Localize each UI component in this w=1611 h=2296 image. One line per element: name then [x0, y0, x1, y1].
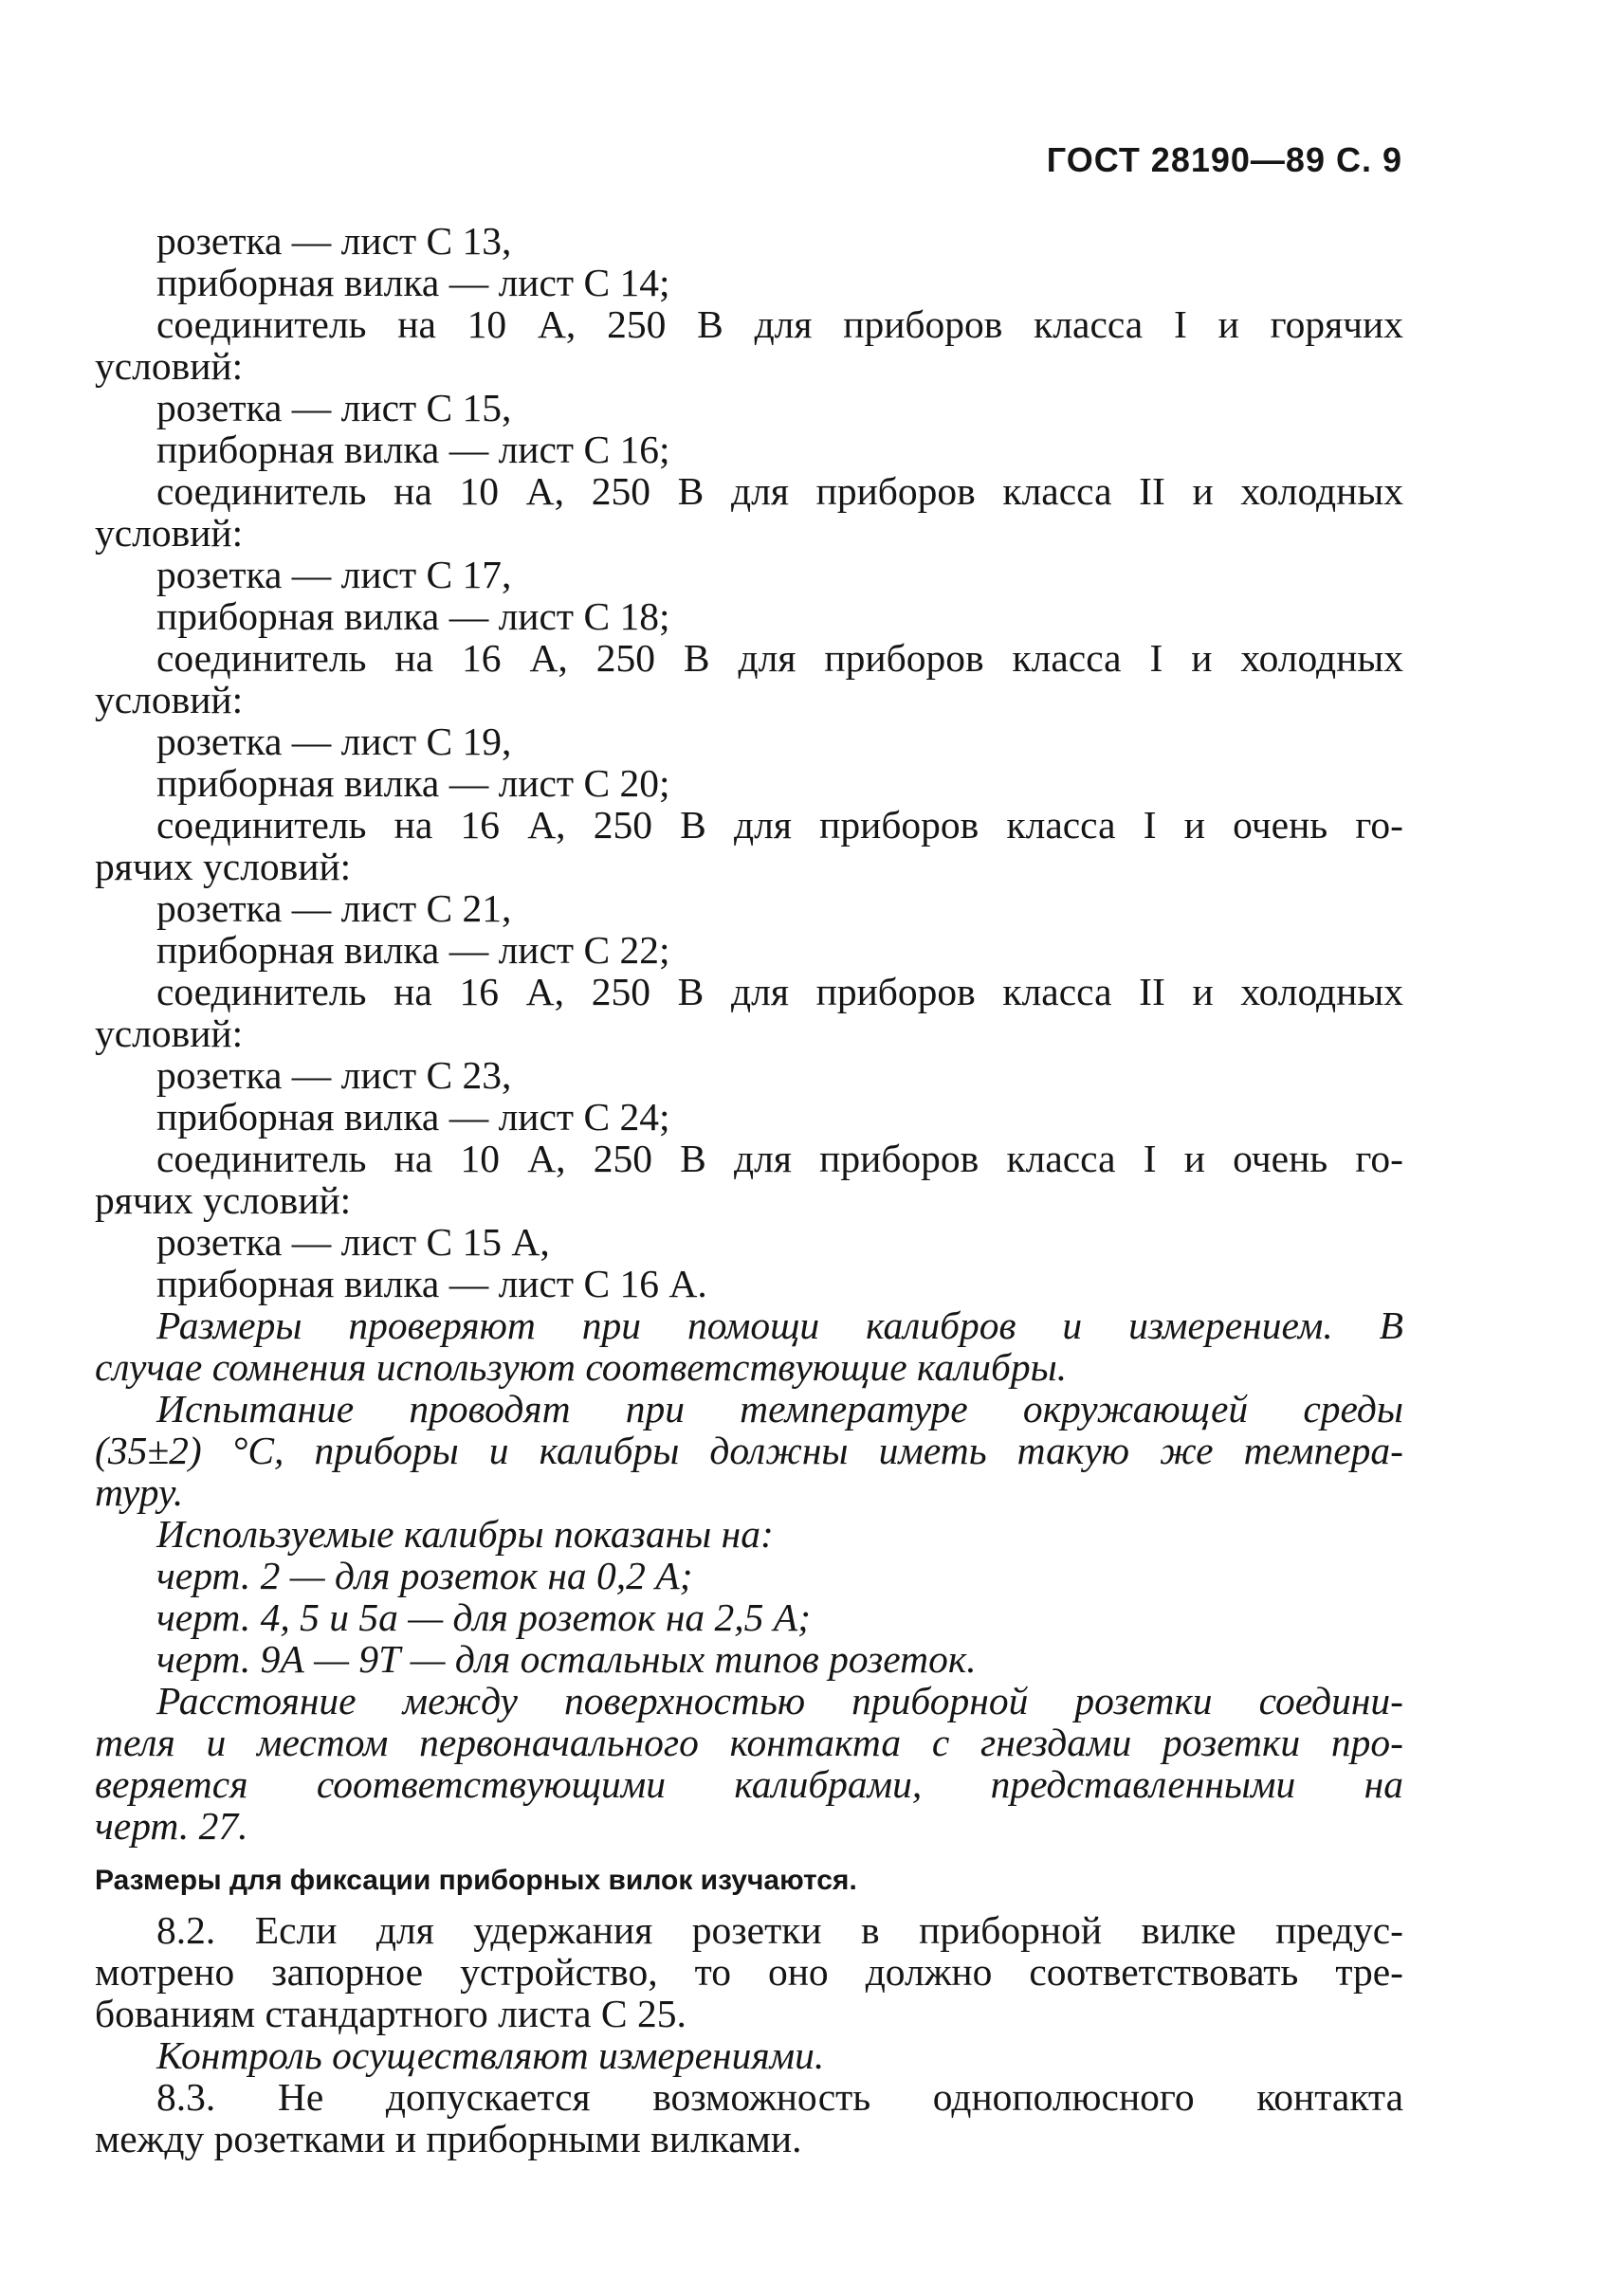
text-line: условий:	[95, 344, 244, 388]
text-line: туру.	[95, 1470, 184, 1514]
text-line: соединитель на 10 А, 250 В для приборов класса I и очень го-	[156, 1137, 1403, 1180]
text-line: условий:	[95, 511, 244, 555]
page-header: ГОСТ 28190—89 С. 9	[1046, 140, 1402, 179]
text-line: мотрено запорное устройство, то оно должно соответствовать тре-	[95, 1950, 1403, 1994]
text-line: Размеры проверяют при помощи калибров и измерением. В	[156, 1303, 1403, 1347]
text-line: розетка — лист С 13,	[156, 219, 512, 263]
note-line: Размеры для фиксации приборных вилок изучаются.	[95, 1865, 857, 1896]
text-line: соединитель на 16 А, 250 В для приборов класса I и очень го-	[156, 803, 1403, 847]
text-line: 8.2. Если для удержания розетки в приборной вилке предус-	[156, 1908, 1403, 1952]
text-line: приборная вилка — лист С 24;	[156, 1095, 670, 1139]
text-line: теля и местом первоначального контакта с гнездами розетки про-	[95, 1721, 1403, 1764]
text-line: условий:	[95, 1011, 244, 1055]
text-line: рячих условий:	[95, 1178, 352, 1222]
text-line: Расстояние между поверхностью приборной розетки соедини-	[156, 1679, 1403, 1722]
text-line: соединитель на 16 А, 250 В для приборов класса II и холодных	[156, 970, 1403, 1013]
text-line: приборная вилка — лист С 18;	[156, 594, 670, 638]
text-line: соединитель на 16 А, 250 В для приборов класса I и холодных	[156, 636, 1403, 680]
text-line: приборная вилка — лист С 16 А.	[156, 1262, 707, 1305]
text-line: приборная вилка — лист С 16;	[156, 428, 670, 471]
text-line: приборная вилка — лист С 14;	[156, 261, 670, 304]
text-line: розетка — лист С 15 А,	[156, 1220, 550, 1264]
text-line: черт. 4, 5 и 5а — для розеток на 2,5 А;	[156, 1595, 811, 1639]
text-line: приборная вилка — лист С 22;	[156, 928, 670, 972]
text-line: приборная вилка — лист С 20;	[156, 761, 670, 805]
text-line: розетка — лист С 23,	[156, 1053, 512, 1097]
text-line: розетка — лист С 17,	[156, 553, 512, 596]
text-line: розетка — лист С 15,	[156, 386, 512, 429]
text-line: Используемые калибры показаны на:	[156, 1512, 774, 1556]
text-line: бованиям стандартного листа С 25.	[95, 1992, 687, 2035]
text-line: (35±2) °С, приборы и калибры должны иметь такую же темпера-	[95, 1429, 1403, 1472]
text-line: розетка — лист С 21,	[156, 886, 512, 930]
text-line: черт. 27.	[95, 1804, 248, 1848]
text-line: веряется соответствующими калибрами, представленными на	[95, 1762, 1403, 1806]
document-body	[95, 220, 1403, 2159]
text-line: черт. 9А — 9Т — для остальных типов розеток.	[156, 1637, 977, 1681]
text-line: соединитель на 10 А, 250 В для приборов класса II и холодных	[156, 469, 1403, 513]
text-line: между розетками и приборными вилками.	[95, 2117, 802, 2160]
text-line: 8.3. Не допускается возможность однополюсного контакта	[156, 2075, 1403, 2119]
text-line: розетка — лист С 19,	[156, 720, 512, 763]
text-line: Испытание проводят при температуре окружающей среды	[156, 1387, 1403, 1430]
text-line: черт. 2 — для розеток на 0,2 А;	[156, 1554, 693, 1597]
text-line: Контроль осуществляют измерениями.	[156, 2033, 825, 2077]
text-line: случае сомнения используют соответствующие калибры.	[95, 1345, 1068, 1389]
text-line: рячих условий:	[95, 845, 352, 888]
text-line: условий:	[95, 678, 244, 721]
text-line: соединитель на 10 А, 250 В для приборов класса I и горячих	[156, 302, 1403, 346]
